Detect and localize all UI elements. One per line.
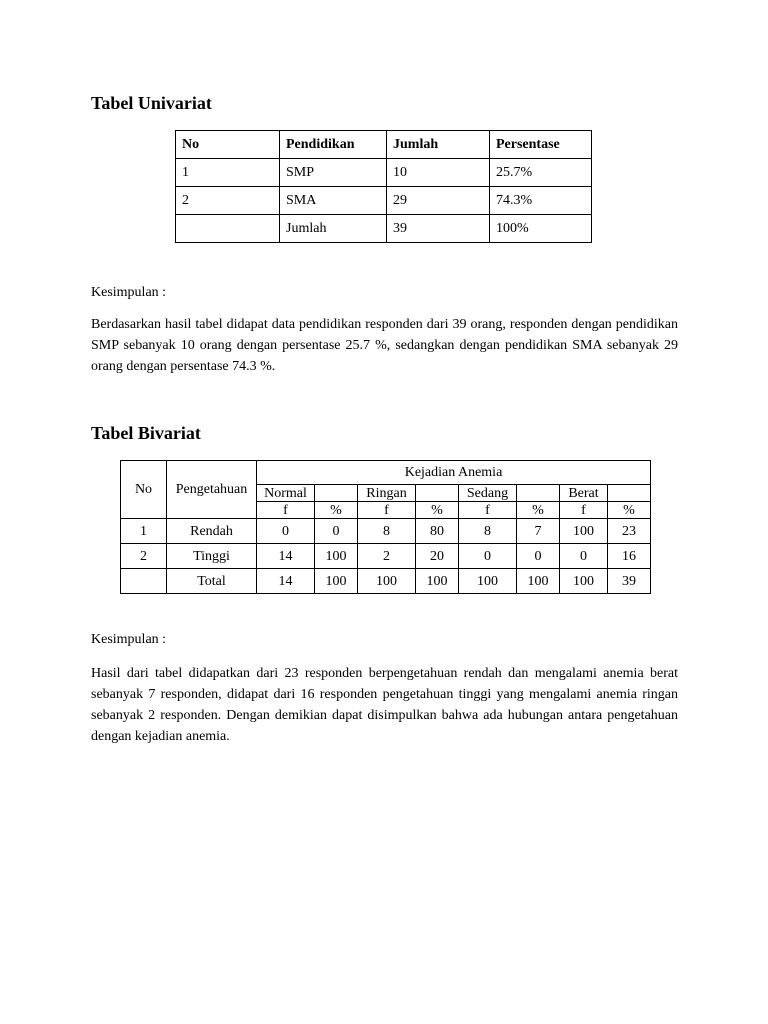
sub-header-cell: %	[416, 502, 459, 519]
category-blank-cell	[608, 485, 651, 502]
table-cell: 1	[176, 159, 280, 187]
table-row	[176, 159, 592, 187]
sub-header-cell: %	[315, 502, 358, 519]
sub-header-cell: f	[560, 502, 608, 519]
table-cell: 100	[560, 519, 608, 544]
table-cell: 100	[459, 569, 517, 594]
univariate-table	[175, 130, 592, 243]
table-cell: 10	[387, 159, 490, 187]
table-cell: 100	[358, 569, 416, 594]
table-row	[121, 519, 651, 544]
bivariate-table	[120, 460, 651, 594]
table-total-row	[121, 569, 651, 594]
table-cell: 7	[517, 519, 560, 544]
table-cell: 39	[387, 215, 490, 243]
table-row	[176, 187, 592, 215]
category-blank-cell	[416, 485, 459, 502]
conclusion-label: Kesimpulan :	[91, 632, 167, 647]
table-cell	[176, 215, 280, 243]
table-cell: 100	[315, 544, 358, 569]
header-cell-pengetahuan: Pengetahuan	[167, 461, 257, 519]
category-cell: Berat	[560, 485, 608, 502]
table-cell: 74.3%	[490, 187, 592, 215]
sub-header-cell: f	[358, 502, 416, 519]
sub-header-cell: %	[517, 502, 560, 519]
table-row	[121, 544, 651, 569]
table-cell: SMP	[280, 159, 387, 187]
table-cell: 100%	[490, 215, 592, 243]
table-cell: 0	[257, 519, 315, 544]
category-cell: Normal	[257, 485, 315, 502]
table-cell: Tinggi	[167, 544, 257, 569]
table-cell: 80	[416, 519, 459, 544]
table-cell: 2	[358, 544, 416, 569]
table-cell: 2	[121, 544, 167, 569]
table-cell: 23	[608, 519, 651, 544]
table-cell: 0	[560, 544, 608, 569]
table-cell: 14	[257, 569, 315, 594]
bivariate-heading: Tabel Bivariat	[91, 423, 201, 443]
header-cell: Jumlah	[387, 131, 490, 159]
table-cell: 16	[608, 544, 651, 569]
category-blank-cell	[315, 485, 358, 502]
sub-header-cell: %	[608, 502, 651, 519]
table-cell: 8	[459, 519, 517, 544]
table-cell: 100	[315, 569, 358, 594]
table-cell: 2	[176, 187, 280, 215]
header-cell-group: Kejadian Anemia	[257, 461, 651, 485]
table-header-row	[176, 131, 592, 159]
header-cell-no: No	[121, 461, 167, 519]
table-cell: 29	[387, 187, 490, 215]
table-header-row	[121, 461, 651, 485]
header-cell: Pendidikan	[280, 131, 387, 159]
table-total-row	[176, 215, 592, 243]
table-cell	[121, 569, 167, 594]
category-cell: Ringan	[358, 485, 416, 502]
table-cell: 100	[416, 569, 459, 594]
table-cell: 25.7%	[490, 159, 592, 187]
sub-header-cell: f	[257, 502, 315, 519]
table-cell: 0	[315, 519, 358, 544]
table-cell: 0	[459, 544, 517, 569]
category-blank-cell	[517, 485, 560, 502]
table-cell: 100	[517, 569, 560, 594]
sub-header-cell: f	[459, 502, 517, 519]
table-cell: SMA	[280, 187, 387, 215]
header-cell: No	[176, 131, 280, 159]
table-cell: Rendah	[167, 519, 257, 544]
univariate-heading: Tabel Univariat	[91, 93, 212, 113]
category-cell: Sedang	[459, 485, 517, 502]
table-cell: 8	[358, 519, 416, 544]
table-cell: Total	[167, 569, 257, 594]
conclusion-paragraph: Berdasarkan hasil tabel didapat data pendidikan responden dari 39 orang, responden dengan pendidikan SMP sebanyak 10 orang dengan persentase 25.7 %, sedangkan dengan pendidikan SMA sebanyak 29 orang dengan persentase 74.3 %.	[91, 317, 678, 374]
conclusion-paragraph: Hasil dari tabel didapatkan dari 23 responden berpengetahuan rendah dan mengalami anemia berat sebanyak 7 responden, didapat dari 16 responden pengetahuan tinggi yang mengalami anemia ringan sebanyak 2 responden. Dengan demikian dapat disimpulkan bahwa ada hubungan antara pengetahuan dengan kejadian anemia.	[91, 666, 678, 744]
table-cell: 39	[608, 569, 651, 594]
table-cell: 20	[416, 544, 459, 569]
table-cell: 1	[121, 519, 167, 544]
table-cell: Jumlah	[280, 215, 387, 243]
table-cell: 14	[257, 544, 315, 569]
table-cell: 0	[517, 544, 560, 569]
conclusion-label: Kesimpulan :	[91, 285, 167, 300]
header-cell: Persentase	[490, 131, 592, 159]
table-cell: 100	[560, 569, 608, 594]
